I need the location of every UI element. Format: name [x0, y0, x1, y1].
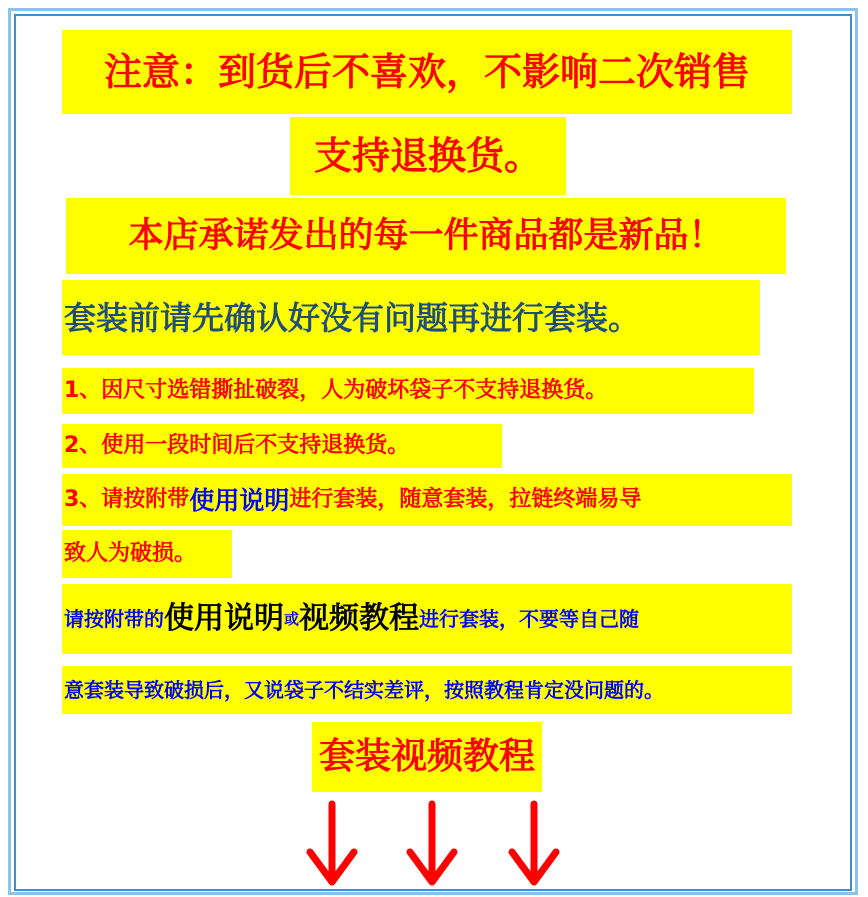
- confirm-line: 套装前请先确认好没有问题再进行套装。: [62, 280, 760, 355]
- rule-2: 2、使用一段时间后不支持退换货。: [62, 424, 502, 468]
- down-arrow-icon: [402, 800, 462, 890]
- promise-line: 本店承诺发出的每一件商品都是新品！: [66, 198, 786, 274]
- manual-emphasis: 使用说明: [189, 485, 290, 515]
- instruction-line-1: 请按附带的 使用说明 或 视频教程 进行套装，不要等自己随: [62, 584, 792, 654]
- manual-emphasis: 使用说明: [164, 601, 284, 636]
- rule-1: 1、因尺寸选错撕扯破裂，人为破坏袋子不支持退换货。: [62, 368, 754, 414]
- rule-3-continued: 致人为破损。: [62, 530, 232, 578]
- video-emphasis: 视频教程: [299, 601, 420, 636]
- notice-line-1: 注意：到货后不喜欢，不影响二次销售: [62, 30, 792, 114]
- rule-3: 3、请按附带 使用说明 进行套装，随意套装，拉链终端易导: [62, 474, 792, 526]
- instruction-line-2: 意套装导致破损后，又说袋子不结实差评，按照教程肯定没问题的。: [62, 666, 792, 714]
- video-tutorial-title: 套装视频教程: [312, 722, 542, 792]
- down-arrow-icon: [302, 800, 362, 890]
- down-arrow-icon: [504, 800, 564, 890]
- notice-line-2: 支持退换货。: [290, 117, 566, 195]
